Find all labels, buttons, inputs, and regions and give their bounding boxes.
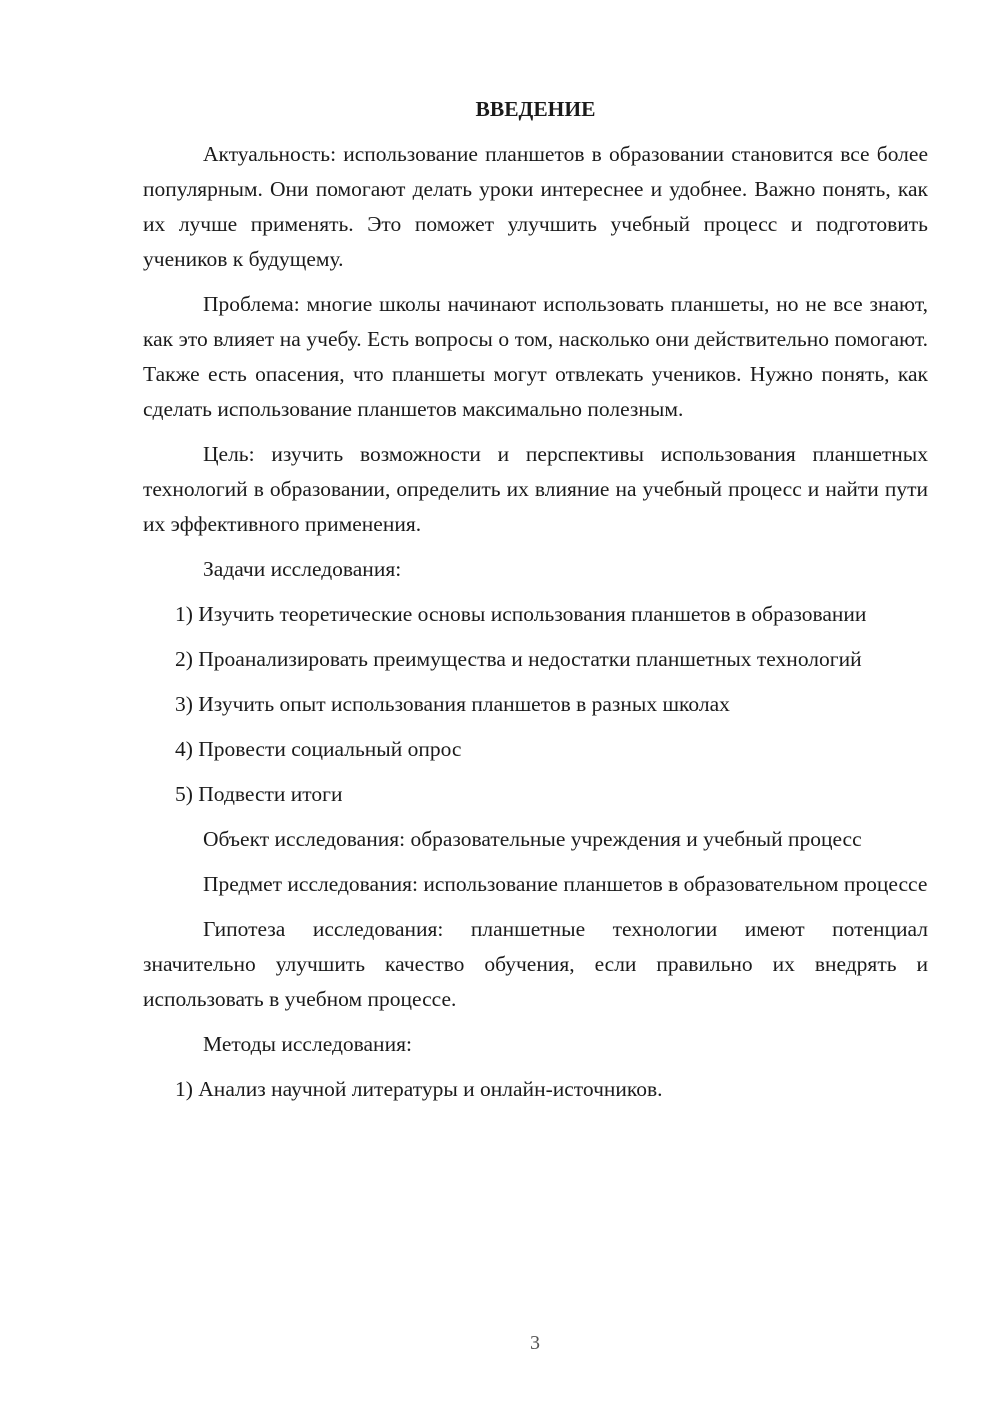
method-item-1: 1) Анализ научной литературы и онлайн-источников. <box>175 1077 663 1101</box>
subject-paragraph: Предмет исследования: использование планшетов в образовательном процессе <box>203 872 928 896</box>
task-item-2: 2) Проанализировать преимущества и недостатки планшетных технологий <box>175 647 862 671</box>
methods-title: Методы исследования: <box>203 1032 412 1056</box>
task-item-4: 4) Провести социальный опрос <box>175 737 462 761</box>
tasks-title: Задачи исследования: <box>203 557 402 581</box>
problem-paragraph: Проблема: многие школы начинают использовать планшеты, но не все знают, как это влияет на учебу. Есть вопросы о том, насколько они действительно помогают. Также есть опасения, что планшеты могут отвлекать учеников. Нужно понять, как сделать использование планшетов максимально полезным. <box>143 292 928 421</box>
page-content <box>143 92 928 1117</box>
task-item-1: 1) Изучить теоретические основы использования планшетов в образовании <box>175 602 867 626</box>
section-heading: ВВЕДЕНИЕ <box>475 97 596 121</box>
task-item-3: 3) Изучить опыт использования планшетов в разных школах <box>175 692 730 716</box>
relevance-paragraph: Актуальность: использование планшетов в образовании становится все более популярным. Они помогают делать уроки интереснее и удобнее. Важно понять, как их лучше применять. Это поможет улучшить учебный процесс и подготовить учеников к будущему. <box>143 142 928 271</box>
object-paragraph: Объект исследования: образовательные учреждения и учебный процесс <box>203 827 862 851</box>
task-item-5: 5) Подвести итоги <box>175 782 343 806</box>
goal-paragraph: Цель: изучить возможности и перспективы использования планшетных технологий в образовании, определить их влияние на учебный процесс и найти пути их эффективного применения. <box>143 442 928 536</box>
page-number: 3 <box>530 1332 540 1354</box>
hypothesis-paragraph: Гипотеза исследования: планшетные технологии имеют потенциал значительно улучшить качество обучения, если правильно их внедрять и использовать в учебном процессе. <box>143 917 928 1011</box>
